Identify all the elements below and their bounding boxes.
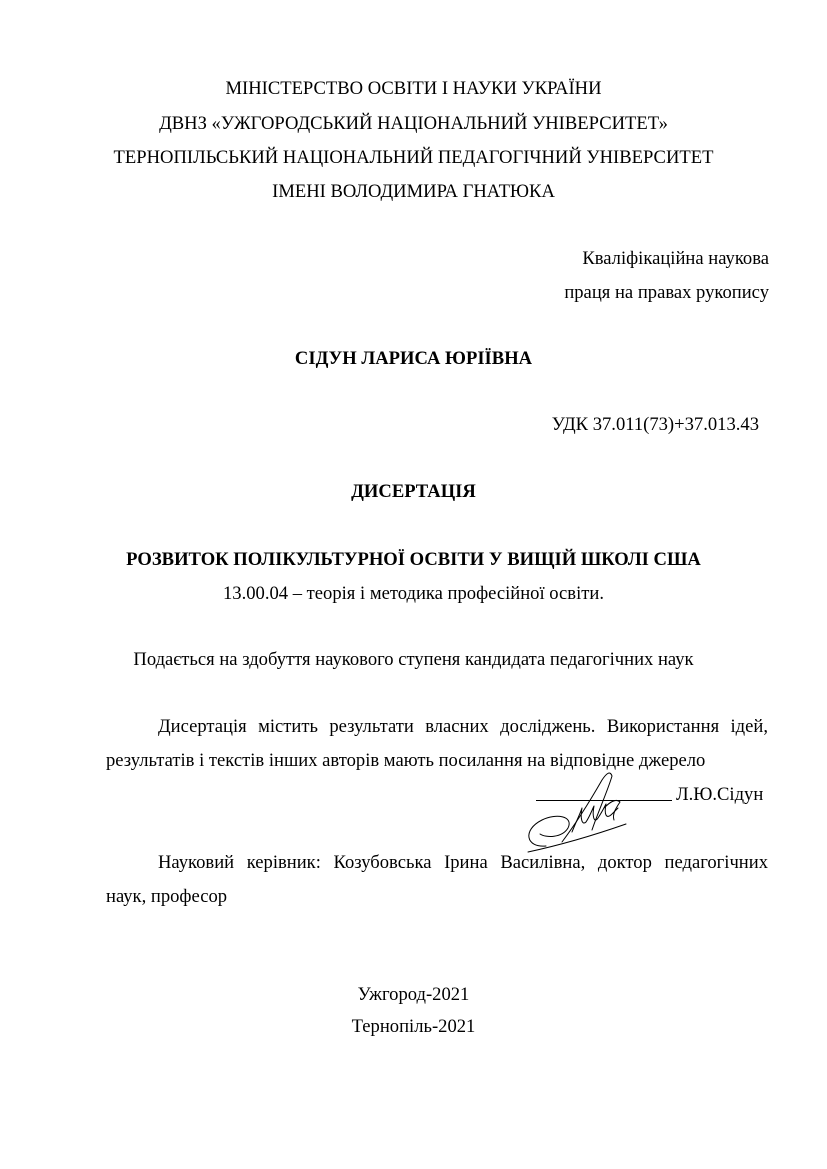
document-type: ДИСЕРТАЦІЯ <box>351 481 476 502</box>
signatory-name: Л.Ю.Сідун <box>676 784 764 805</box>
university-line-1: ДВНЗ «УЖГОРОДСЬКИЙ НАЦІОНАЛЬНИЙ УНІВЕРСИТЕТ» <box>159 113 668 134</box>
specialty: 13.00.04 – теорія і методика професійної освіти. <box>223 583 604 604</box>
city-uzhhorod: Ужгород-2021 <box>357 984 470 1005</box>
ministry-line: МІНІСТЕРСТВО ОСВІТИ І НАУКИ УКРАЇНИ <box>225 78 602 99</box>
university-line-2: ТЕРНОПІЛЬСЬКИЙ НАЦІОНАЛЬНИЙ ПЕДАГОГІЧНИЙ УНІВЕРСИТЕТ <box>113 147 714 168</box>
author-name: СІДУН ЛАРИСА ЮРІЇВНА <box>294 348 533 369</box>
declaration-line-2: результатів і текстів інших авторів мають посилання на відповідне джерело <box>106 750 706 771</box>
status-line-2: праця на правах рукопису <box>564 282 769 303</box>
supervisor-line-2: наук, професор <box>106 886 228 907</box>
dissertation-title: РОЗВИТОК ПОЛІКУЛЬТУРНОЇ ОСВІТИ У ВИЩІЙ ШКОЛІ США <box>126 549 701 570</box>
handwritten-signature <box>516 768 636 858</box>
city-ternopil: Тернопіль-2021 <box>351 1016 476 1037</box>
university-line-3: ІМЕНІ ВОЛОДИМИРА ГНАТЮКА <box>272 181 555 202</box>
degree-statement: Подається на здобуття наукового ступеня кандидата педагогічних наук <box>133 649 694 670</box>
supervisor-line-1: Науковий керівник: Козубовська Ірина Василівна, доктор педагогічних <box>158 852 768 873</box>
status-line-1: Кваліфікаційна наукова <box>582 248 769 269</box>
udc-code: УДК 37.011(73)+37.013.43 <box>551 414 759 435</box>
declaration-line-1: Дисертація містить результати власних досліджень. Використання ідей, <box>158 716 768 737</box>
